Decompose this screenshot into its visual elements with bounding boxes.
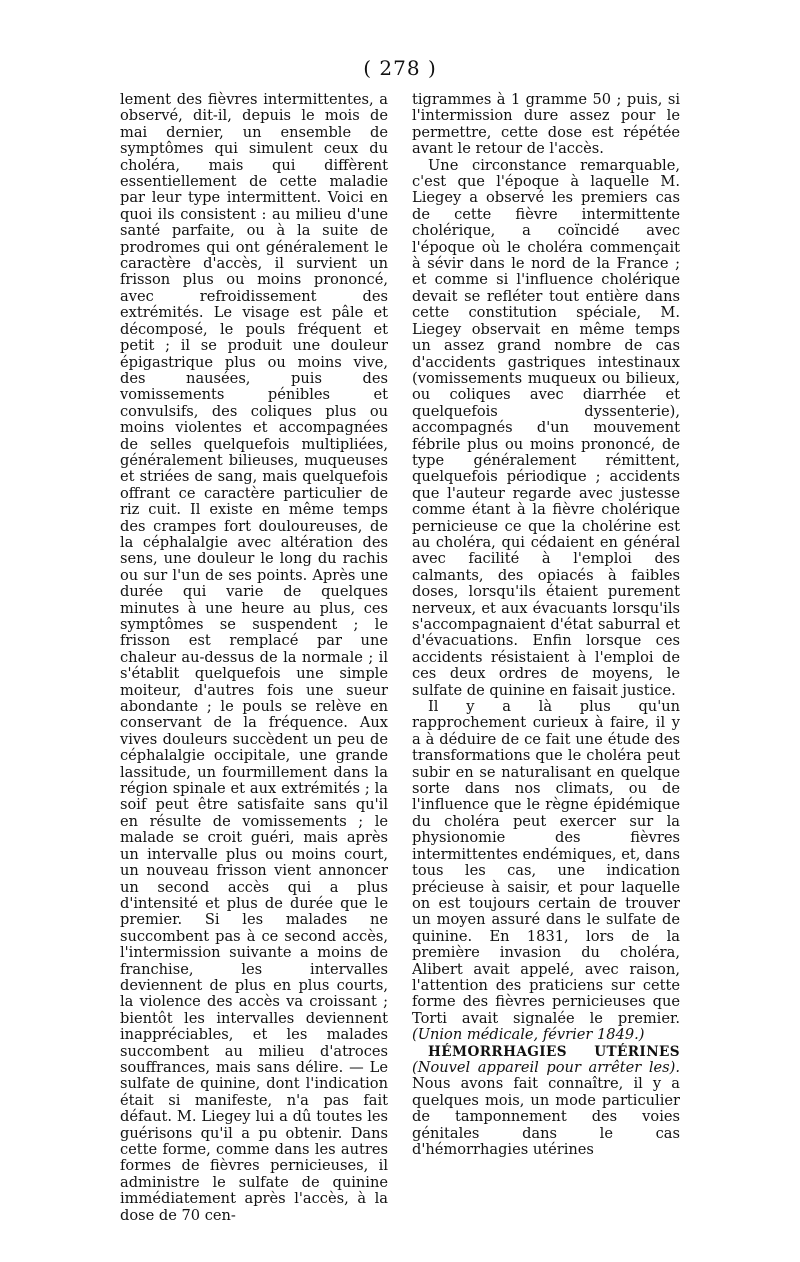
right-paragraph-3 <box>412 699 680 1044</box>
right-column <box>412 92 680 1158</box>
section-heading-subtitle: (Nouvel appareil pour arrêter les). <box>412 1058 680 1076</box>
right-paragraph-4: Nous avons fait connaître, il y a quelques mois, un mode particulier de tamponnement des voies génitales dans le cas d'hémorrhagies utérines <box>412 1075 680 1158</box>
right-paragraph-1: tigrammes à 1 gramme 50 ; puis, si l'intermission dure assez pour le permettre, cette dose est répétée avant le retour de l'accès. <box>412 91 680 158</box>
section-heading <box>412 1044 680 1159</box>
right-paragraph-3-text: Il y a là plus qu'un rapprochement curieux à faire, il y a à déduire de ce fait une étude des transformations que le choléra peut subir en se naturalisant en quelque sorte dans nos climats, ou de l'influence que le règne épidémique du choléra peut exercer sur la physionomie des fièvres intermittentes endémiques, et, dans tous les cas, une indication précieuse à saisir, et pour laquelle on est toujours certain de trouver un moyen assuré dans le sulfate de quinine. En 1831, lors de la première invasion du choléra, Alibert avait appelé, avec raison, l'attention des praticiens sur cette forme des fièvres pernicieuses que Torti avait signalée le premier. <box>412 698 680 1027</box>
right-paragraph-2: Une circonstance remarquable, c'est que l'époque à laquelle M. Liegey a observé les premiers cas de cette fièvre intermittente cholérique, a coïncidé avec l'époque où le choléra commençait à sévir dans le nord de la France ; et comme si l'influence cholérique devait se refléter tout entière dans cette constitution spéciale, M. Liegey observait en même temps un assez grand nombre de cas d'accidents gastriques intestinaux (vomissements muqueux ou bilieux, ou coliques avec diarrhée et quelquefois dyssenterie), accompagnés d'un mouvement fébrile plus ou moins prononcé, de type généralement rémittent, quelquefois périodique ; accidents que l'auteur regarde avec justesse comme étant à la fièvre cholérique pernicieuse ce que la cholérine est au choléra, qui cédaient en général avec facilité à l'emploi des calmants, des opiacés à faibles doses, lorsqu'ils étaient purement nerveux, et aux évacuants lorsqu'ils s'accompagnaient d'état saburral et d'évacuations. Enfin lorsque ces accidents résistaient à l'emploi de ces deux ordres de moyens, le sulfate de quinine en faisait justice. <box>412 156 680 699</box>
section-heading-title: HÉMORRHAGIES UTÉRINES <box>428 1043 680 1060</box>
left-column <box>120 92 388 1224</box>
citation-source: (Union médicale, février 1849.) <box>412 1026 645 1044</box>
page-number: ( 278 ) <box>363 56 437 80</box>
left-paragraph-1: lement des fièvres intermittentes, a observé, dit-il, depuis le mois de mai dernier, un ensemble de symptômes qui simulent ceux du choléra, mais qui diffèrent essentiellement de cette maladie par leur type intermittent. Voici en quoi ils consistent : au milieu d'une santé parfaite, ou à la suite de prodromes qui ont généralement le caractère d'accès, il survient un frisson plus ou moins prononcé, avec refroidissement des extrémités. Le visage est pâle et décomposé, le pouls fréquent et petit ; il se produit une douleur épigastrique plus ou moins vive, des nausées, puis des vomissements pénibles et convulsifs, des coliques plus ou moins violentes et accompagnées de selles quelquefois multipliées, généralement bilieuses, muqueuses et striées de sang, mais quelquefois offrant ce caractère particulier de riz cuit. Il existe en même temps des crampes fort douloureuses, de la céphalalgie avec altération des sens, une douleur le long du rachis ou sur l'un de ses points. Après une durée qui varie de quelques minutes à une heure au plus, ces symptômes se suspendent ; le frisson est remplacé par une chaleur au-dessus de la normale ; il s'établit quelquefois une simple moiteur, d'autres fois une sueur abondante ; le pouls se relève en conservant de la fréquence. Aux vives douleurs succèdent un peu de céphalalgie occipitale, une grande lassitude, un fourmillement dans la région spinale et aux extrémités ; la soif peut être satisfaite sans qu'il en résulte de vomissements ; le malade se croit guéri, mais après un intervalle plus ou moins court, un nouveau frisson vient annoncer un second accès qui a plus d'intensité et plus de durée que le premier. Si les malades ne succombent pas à ce second accès, l'intermission suivante a moins de franchise, les intervalles deviennent de plus en plus courts, la violence des accès va croissant ; bientôt les intervalles deviennent inappréciables, et les malades succombent au milieu d'atroces souffrances, mais sans délire. — Le sulfate de quinine, dont l'indication était si manifeste, n'a pas fait défaut. M. Liegey lui a dû toutes les guérisons qu'il a pu obtenir. Dans cette forme, comme dans les autres formes de fièvres pernicieuses, il administre le sulfate de quinine immédiatement après l'accès, à la dose de 70 cen- <box>120 91 388 1224</box>
